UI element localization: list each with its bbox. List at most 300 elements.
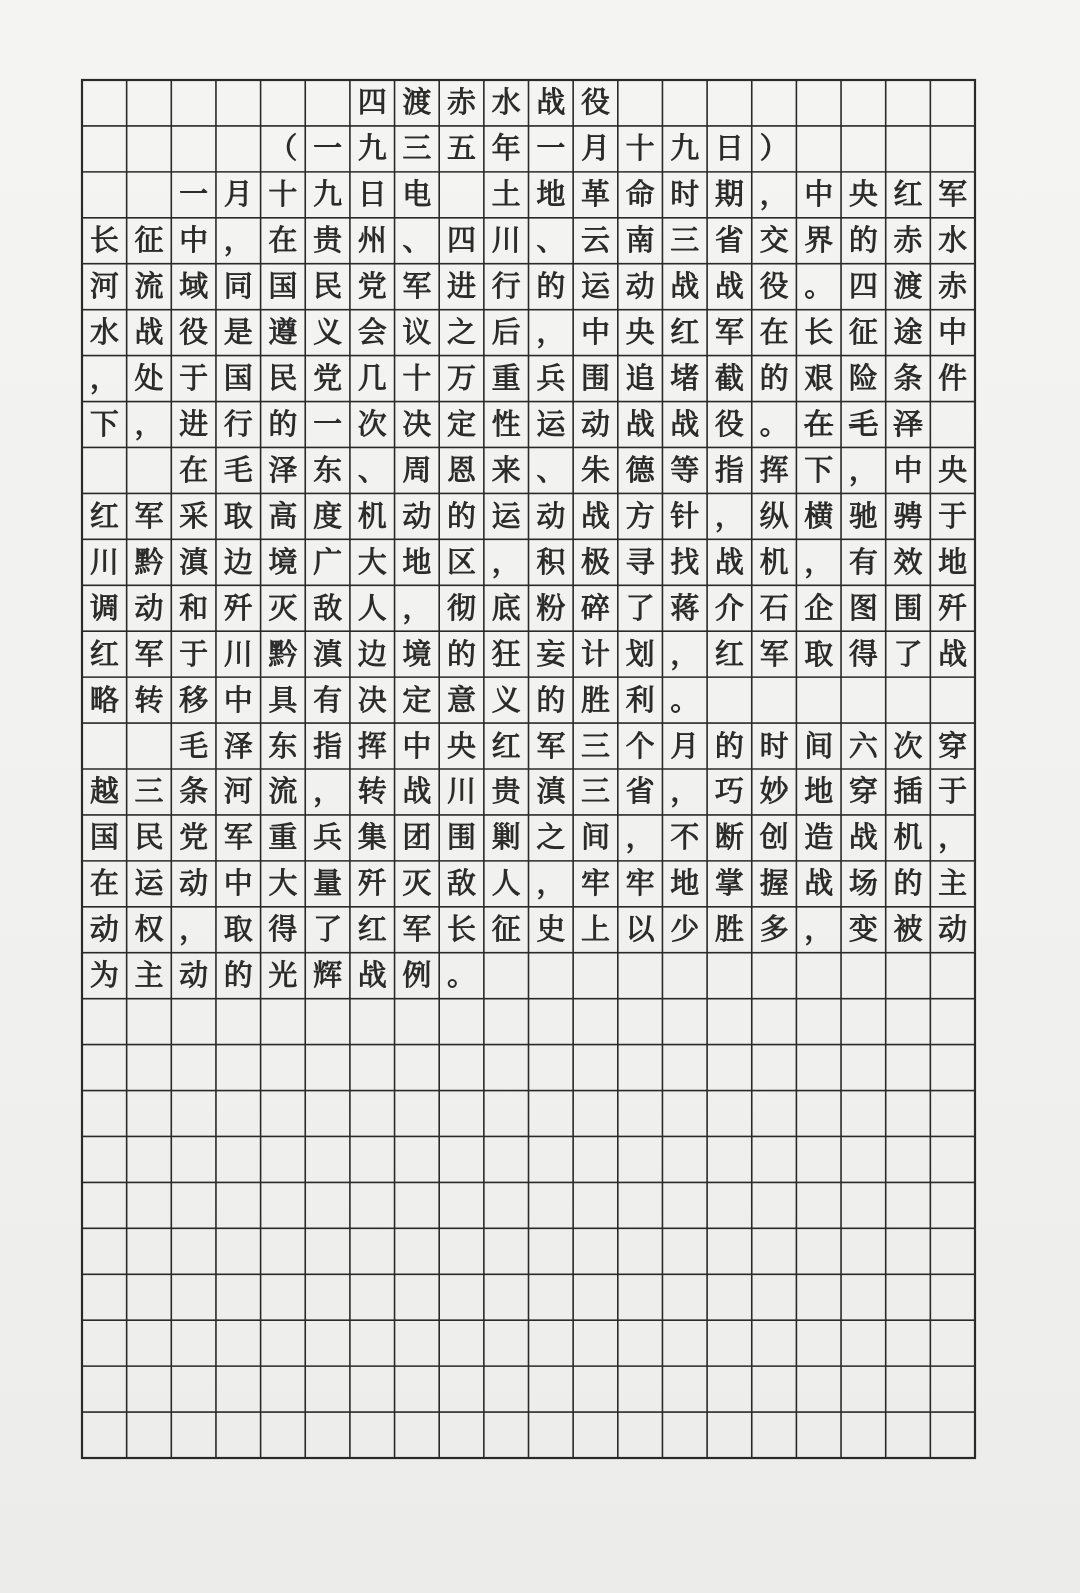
paragraph-char: 决 [402, 406, 432, 441]
title-char: 四 [357, 85, 387, 120]
paragraph-char: 于 [179, 361, 209, 396]
paragraph-char: 得 [268, 912, 298, 947]
paragraph-char: 机 [357, 498, 387, 533]
paragraph-char: 战 [804, 866, 834, 901]
paragraph-char: 地 [670, 866, 700, 901]
paragraph-char: ， [759, 177, 789, 212]
paragraph-char: 行 [491, 269, 521, 304]
paragraph-char: 朱 [580, 452, 610, 487]
paragraph-char: 央 [938, 452, 968, 487]
paragraph-char: 动 [179, 866, 209, 901]
date-char: 一 [536, 131, 566, 166]
paragraph-char: 间 [580, 820, 610, 855]
paragraph-char: 积 [536, 544, 566, 579]
paragraph-char: 在 [268, 223, 298, 258]
paragraph-char: 略 [89, 682, 119, 717]
paragraph-char: 战 [357, 958, 387, 993]
paragraph-char: 红 [357, 912, 387, 947]
paragraph-char: 敌 [313, 590, 343, 625]
paragraph-char: 歼 [938, 590, 968, 625]
paragraph-char: 胜 [714, 912, 744, 947]
paragraph-char: 不 [670, 820, 700, 855]
paragraph-char: 战 [938, 636, 968, 671]
paragraph-char: 主 [134, 958, 164, 993]
paragraph-char: ， [536, 866, 566, 901]
paragraph-char: 河 [223, 774, 253, 809]
paragraph-char: 的 [714, 728, 744, 763]
date-char: 三 [402, 131, 432, 166]
paragraph-char: 军 [134, 636, 164, 671]
paragraph-char: 个 [625, 728, 655, 763]
paragraph-char: 的 [447, 636, 477, 671]
paragraph-char: 下 [89, 406, 119, 441]
paragraph-char: 利 [625, 682, 655, 717]
paragraph-char: 和 [179, 590, 209, 625]
paragraph-char: 断 [714, 820, 744, 855]
paragraph-char: 月 [670, 728, 700, 763]
paragraph-char: 红 [893, 177, 923, 212]
paragraph-char: 调 [89, 590, 119, 625]
paragraph-char: 取 [223, 912, 253, 947]
paragraph-char: 域 [179, 269, 209, 304]
paragraph-char: 川 [89, 544, 119, 579]
paragraph-char: 挥 [759, 452, 789, 487]
paragraph-char: 军 [134, 498, 164, 533]
paragraph-char: 变 [848, 912, 878, 947]
paragraph-char: 以 [625, 912, 655, 947]
paragraph-char: 妄 [536, 636, 566, 671]
paragraph-char: 战 [402, 774, 432, 809]
paragraph-char: 国 [89, 820, 119, 855]
paragraph-char: 水 [89, 315, 119, 350]
paragraph-char: 军 [536, 728, 566, 763]
paragraph-char: 三 [670, 223, 700, 258]
paragraph-char: 党 [357, 269, 387, 304]
date-char: 月 [580, 131, 610, 166]
paragraph-char: 机 [893, 820, 923, 855]
paragraph-char: 、 [357, 452, 387, 487]
paragraph-char: ， [223, 223, 253, 258]
paragraph-char: 狂 [491, 636, 521, 671]
paragraph-char: 红 [714, 636, 744, 671]
title-char: 渡 [402, 85, 432, 120]
paragraph-char: 革 [580, 177, 610, 212]
paragraph-char: 役 [759, 269, 789, 304]
paragraph-char: 取 [804, 636, 834, 671]
paragraph-char: 定 [447, 406, 477, 441]
paragraph-char: 等 [670, 452, 700, 487]
paragraph-char: 红 [670, 315, 700, 350]
paragraph-char: 贵 [491, 774, 521, 809]
paragraph-char: 灭 [402, 866, 432, 901]
paragraph-char: 挥 [357, 728, 387, 763]
date-char: 日 [714, 131, 744, 166]
paragraph-char: 。 [759, 406, 789, 441]
paragraph-char: 极 [580, 544, 610, 579]
paragraph-char: 骋 [893, 498, 923, 533]
paragraph-char: 取 [223, 498, 253, 533]
paragraph-char: 围 [580, 361, 610, 396]
paragraph-char: 堵 [670, 361, 700, 396]
paragraph-char: 中 [893, 452, 923, 487]
paragraph-char: 动 [938, 912, 968, 947]
paragraph-char: 动 [536, 498, 566, 533]
paragraph-char: 民 [268, 361, 298, 396]
paragraph-char: 泽 [268, 452, 298, 487]
paragraph-char: 条 [893, 361, 923, 396]
paragraph-char: 次 [893, 728, 923, 763]
paragraph-char: 议 [402, 315, 432, 350]
paragraph-char: 来 [491, 452, 521, 487]
paragraph-char: 军 [402, 269, 432, 304]
paragraph-char: 掌 [714, 866, 744, 901]
paragraph-char: ， [848, 452, 878, 487]
paragraph-char: 歼 [223, 590, 253, 625]
paragraph-char: ， [491, 544, 521, 579]
paragraph-char: 主 [938, 866, 968, 901]
paragraph-char: 周 [402, 452, 432, 487]
date-char: 五 [447, 131, 477, 166]
date-char: 十 [625, 131, 655, 166]
paragraph-char: ， [536, 315, 566, 350]
paragraph-char: 地 [402, 544, 432, 579]
paragraph-char: 上 [580, 912, 610, 947]
paragraph-char: 土 [491, 177, 521, 212]
paragraph-char: 穿 [938, 728, 968, 763]
paragraph-char: 党 [179, 820, 209, 855]
paragraph-char: 纵 [759, 498, 789, 533]
paragraph-char: 的 [848, 223, 878, 258]
paragraph-char: 赤 [893, 223, 923, 258]
paragraph-char: 剿 [491, 820, 521, 855]
paragraph-char: 十 [402, 361, 432, 396]
paragraph-char: 意 [447, 682, 477, 717]
paragraph-char: 企 [804, 590, 834, 625]
title-char: 水 [491, 85, 521, 120]
paragraph-char: 间 [804, 728, 834, 763]
paragraph-char: 渡 [893, 269, 923, 304]
date-char: 九 [357, 131, 387, 166]
paragraph-char: 为 [89, 958, 119, 993]
paragraph-char: 大 [357, 544, 387, 579]
paragraph-char: 高 [268, 498, 298, 533]
paragraph-char: 中 [580, 315, 610, 350]
paragraph-char: 党 [313, 361, 343, 396]
paragraph-char: 川 [447, 774, 477, 809]
paragraph-char: 一 [179, 177, 209, 212]
paragraph-char: 央 [447, 728, 477, 763]
paragraph-char: 国 [223, 361, 253, 396]
paragraph-char: 穿 [848, 774, 878, 809]
paragraph-char: 粉 [536, 590, 566, 625]
paragraph-char: 的 [759, 361, 789, 396]
paragraph-char: 次 [357, 406, 387, 441]
paragraph-char: 泽 [223, 728, 253, 763]
paragraph-char: 得 [848, 636, 878, 671]
paragraph-char: 在 [759, 315, 789, 350]
paragraph-char: 中 [223, 866, 253, 901]
paragraph-char: 、 [402, 223, 432, 258]
paragraph-char: 巧 [714, 774, 744, 809]
paragraph-char: 的 [447, 498, 477, 533]
paragraph-char: 日 [357, 177, 387, 212]
paragraph-char: 流 [268, 774, 298, 809]
paragraph-char: 毛 [848, 406, 878, 441]
paragraph-char: 的 [268, 406, 298, 441]
paragraph-char: 在 [804, 406, 834, 441]
paragraph-char: 牢 [580, 866, 610, 901]
paragraph-char: 万 [447, 361, 477, 396]
paragraph-char: 运 [491, 498, 521, 533]
paragraph-char: 之 [447, 315, 477, 350]
paragraph-char: 长 [89, 223, 119, 258]
paragraph-char: 广 [313, 544, 343, 579]
paragraph-char: 同 [223, 269, 253, 304]
paragraph-char: 兵 [536, 361, 566, 396]
paragraph-char: 征 [491, 912, 521, 947]
paragraph-char: 红 [89, 498, 119, 533]
paragraph-char: 下 [804, 452, 834, 487]
paragraph-char: 处 [134, 361, 164, 396]
paragraph-char: 在 [89, 866, 119, 901]
paragraph-char: 围 [447, 820, 477, 855]
paragraph-char: 寻 [625, 544, 655, 579]
paragraph-char: 碎 [580, 590, 610, 625]
paragraph-char: 义 [491, 682, 521, 717]
paragraph-char: 效 [893, 544, 923, 579]
paragraph-char: 省 [714, 223, 744, 258]
paragraph-char: 三 [134, 774, 164, 809]
paragraph-char: 命 [625, 177, 655, 212]
paragraph-char: 胜 [580, 682, 610, 717]
paragraph-char: 中 [402, 728, 432, 763]
paragraph-char: 边 [223, 544, 253, 579]
paragraph-char: 灭 [268, 590, 298, 625]
paragraph-char: 有 [848, 544, 878, 579]
paragraph-char: 军 [759, 636, 789, 671]
paragraph-char: 地 [938, 544, 968, 579]
paragraph-char: 具 [268, 682, 298, 717]
title-char: 役 [580, 85, 610, 120]
paragraph-char: 交 [759, 223, 789, 258]
paragraph-char: 军 [714, 315, 744, 350]
date-char: ） [759, 131, 789, 166]
paragraph-char: 南 [625, 223, 655, 258]
paragraph-char: 集 [357, 820, 387, 855]
paragraph-char: 十 [268, 177, 298, 212]
paragraph-char: ， [714, 498, 744, 533]
paragraph-char: 有 [313, 682, 343, 717]
paragraph-char: 围 [893, 590, 923, 625]
paragraph-char: 石 [759, 590, 789, 625]
paragraph-char: 央 [848, 177, 878, 212]
paragraph-char: 滇 [313, 636, 343, 671]
paragraph-char: 握 [759, 866, 789, 901]
paragraph-char: 河 [89, 269, 119, 304]
paragraph-char: 插 [893, 774, 923, 809]
paragraph-char: 军 [938, 177, 968, 212]
paragraph-char: 是 [223, 315, 253, 350]
paragraph-char: 人 [357, 590, 387, 625]
paragraph-char: 运 [134, 866, 164, 901]
paragraph-char: 边 [357, 636, 387, 671]
paragraph-char: 运 [536, 406, 566, 441]
paragraph-char: ， [402, 590, 432, 625]
paragraph-char: ， [670, 636, 700, 671]
paragraph-char: ， [89, 361, 119, 396]
paragraph-char: ， [625, 820, 655, 855]
paragraph-char: 险 [848, 361, 878, 396]
paragraph-char: 九 [313, 177, 343, 212]
paragraph-char: ， [670, 774, 700, 809]
paragraph-char: ， [134, 406, 164, 441]
paragraph-char: 计 [580, 636, 610, 671]
paragraph-char: 四 [848, 269, 878, 304]
paragraph-char: 义 [313, 315, 343, 350]
paragraph-char: 、 [536, 223, 566, 258]
paragraph-char: 了 [313, 912, 343, 947]
paragraph-char: 重 [268, 820, 298, 855]
paragraph-char: 时 [759, 728, 789, 763]
paragraph-char: 妙 [759, 774, 789, 809]
paragraph-char: 被 [893, 912, 923, 947]
paragraph-char: 红 [89, 636, 119, 671]
paragraph-char: 大 [268, 866, 298, 901]
paragraph-char: 途 [893, 315, 923, 350]
paragraph-char: 遵 [268, 315, 298, 350]
paragraph-char: 境 [268, 544, 298, 579]
paragraph-char: 动 [179, 958, 209, 993]
paragraph-char: 战 [580, 498, 610, 533]
paragraph-char: 动 [402, 498, 432, 533]
title-char: 战 [536, 85, 566, 120]
paragraph-char: 人 [491, 866, 521, 901]
paragraph-char: 川 [491, 223, 521, 258]
paragraph-char: 了 [625, 590, 655, 625]
paragraph-char: 川 [223, 636, 253, 671]
paragraph-char: 央 [625, 315, 655, 350]
paragraph-char: 贵 [313, 223, 343, 258]
paragraph-char: 战 [625, 406, 655, 441]
paragraph-char: 的 [893, 866, 923, 901]
paragraph-char: 采 [179, 498, 209, 533]
paragraph-char: 牢 [625, 866, 655, 901]
paragraph-char: 水 [938, 223, 968, 258]
paragraph-char: 、 [536, 452, 566, 487]
paragraph-char: 时 [670, 177, 700, 212]
paragraph-char: 决 [357, 682, 387, 717]
paragraph-char: 机 [759, 544, 789, 579]
paragraph-char: 四 [447, 223, 477, 258]
paragraph-char: 战 [670, 406, 700, 441]
paragraph-char: 底 [491, 590, 521, 625]
paragraph-char: 团 [402, 820, 432, 855]
paragraph-char: 史 [536, 912, 566, 947]
paragraph-char: 辉 [313, 958, 343, 993]
paragraph-char: 东 [313, 452, 343, 487]
paragraph-char: 指 [313, 728, 343, 763]
paragraph-char: 多 [759, 912, 789, 947]
paragraph-char: 滇 [179, 544, 209, 579]
paragraph-char: 电 [402, 177, 432, 212]
paragraph-char: 恩 [447, 452, 477, 487]
paragraph-char: 行 [223, 406, 253, 441]
paragraph-char: 在 [179, 452, 209, 487]
paragraph-char: 红 [491, 728, 521, 763]
paragraph-char: 民 [134, 820, 164, 855]
date-char: （ [268, 131, 298, 166]
paragraph-char: 驰 [848, 498, 878, 533]
paragraph-char: 于 [179, 636, 209, 671]
paragraph-char: 动 [580, 406, 610, 441]
paragraph-char: 动 [89, 912, 119, 947]
paragraph-char: 。 [447, 958, 477, 993]
paragraph-char: 役 [179, 315, 209, 350]
paragraph-char: 度 [313, 498, 343, 533]
paragraph-char: 征 [134, 223, 164, 258]
paragraph-char: 截 [714, 361, 744, 396]
paragraph-char: 中 [938, 315, 968, 350]
paragraph-char: 追 [625, 361, 655, 396]
date-char: 一 [313, 131, 343, 166]
paragraph-char: 战 [714, 269, 744, 304]
paragraph-char: 黔 [134, 544, 164, 579]
paragraph-char: 于 [938, 774, 968, 809]
paragraph-char: 的 [536, 682, 566, 717]
paragraph-char: 定 [402, 682, 432, 717]
date-char: 九 [670, 131, 700, 166]
paragraph-char: 会 [357, 315, 387, 350]
paragraph-char: 三 [580, 774, 610, 809]
paragraph-char: 转 [357, 774, 387, 809]
paragraph-char: 越 [89, 774, 119, 809]
paragraph-char: 条 [179, 774, 209, 809]
paragraph-char: 量 [313, 866, 343, 901]
paragraph-char: 场 [848, 866, 878, 901]
paragraph-char: 云 [580, 223, 610, 258]
paragraph-char: 长 [804, 315, 834, 350]
paragraph-char: 的 [223, 958, 253, 993]
paragraph-char: 军 [402, 912, 432, 947]
paragraph-char: 于 [938, 498, 968, 533]
paragraph-char: 重 [491, 361, 521, 396]
paragraph-char: 动 [625, 269, 655, 304]
paragraph-char: 民 [313, 269, 343, 304]
paragraph-char: 。 [670, 682, 700, 717]
paragraph-char: 兵 [313, 820, 343, 855]
paragraph-char: 地 [804, 774, 834, 809]
paragraph-char: 征 [848, 315, 878, 350]
paragraph-char: 期 [714, 177, 744, 212]
paragraph-char: 省 [625, 774, 655, 809]
paragraph-char: 介 [714, 590, 744, 625]
paragraph-char: 黔 [268, 636, 298, 671]
paragraph-char: 中 [804, 177, 834, 212]
paragraph-char: 东 [268, 728, 298, 763]
paragraph-char: 的 [536, 269, 566, 304]
paragraph-char: 找 [670, 544, 700, 579]
paragraph-char: 德 [625, 452, 655, 487]
paragraph-char: ， [804, 912, 834, 947]
paragraph-char: 战 [848, 820, 878, 855]
paragraph-char: 权 [134, 912, 164, 947]
paragraph-char: 性 [491, 406, 521, 441]
paragraph-char: 蒋 [670, 590, 700, 625]
paragraph-char: 界 [804, 223, 834, 258]
paragraph-char: 之 [536, 820, 566, 855]
paragraph-char: 中 [179, 223, 209, 258]
paragraph-char: 创 [759, 820, 789, 855]
